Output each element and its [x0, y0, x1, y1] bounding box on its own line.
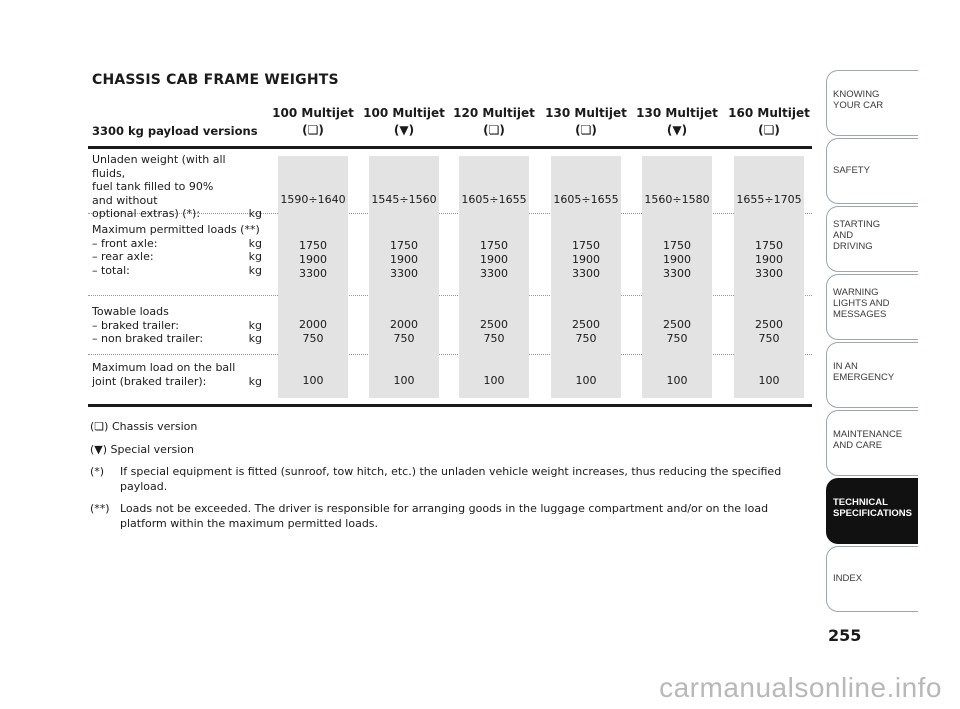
- label-line: – braked trailer:: [92, 318, 179, 332]
- footnote-text: If special equipment is fitted (sunroof, tow hitch, etc.) the unladen vehicle weight increases, thus reducing the specified payload.: [120, 465, 782, 493]
- value-total: 3300: [299, 267, 327, 280]
- engine-name: 130 Multijet: [545, 106, 627, 120]
- value-braked: 2500: [480, 318, 508, 331]
- sidebar-tab-warning-lights[interactable]: [826, 274, 918, 340]
- value-ball: 100: [758, 374, 780, 387]
- label-line: – total:: [92, 263, 130, 277]
- value-braked: 2000: [299, 318, 327, 331]
- version-symbol: (❏): [302, 123, 324, 137]
- footer-rule: [88, 404, 812, 407]
- value-braked: 2500: [755, 318, 783, 331]
- engine-name: 130 Multijet: [636, 106, 718, 120]
- sidebar-tab-label: DRIVING: [833, 241, 873, 252]
- sidebar-tab-maintenance-and-care[interactable]: [826, 410, 918, 476]
- column-header: [362, 105, 446, 139]
- sidebar-tab-label: MESSAGES: [833, 309, 887, 320]
- label-line: optional extras) (*):: [92, 207, 201, 220]
- label-line: Maximum load on the ball: [92, 361, 236, 374]
- sidebar-tab-label: WARNING: [833, 287, 879, 298]
- value-ball: 100: [393, 374, 415, 387]
- value-total: 3300: [480, 267, 508, 280]
- sidebar-tab-knowing-your-car[interactable]: [826, 70, 918, 136]
- engine-name: 100 Multijet: [272, 106, 354, 120]
- payload-label: 3300 kg payload versions: [92, 124, 258, 138]
- label-line: – non braked trailer:: [92, 332, 204, 345]
- version-symbol: (▼): [393, 123, 415, 137]
- value-total: 3300: [390, 267, 418, 280]
- value-unbraked: 750: [666, 332, 688, 345]
- value-unladen: 1560÷1580: [644, 193, 710, 206]
- label-line: joint (braked trailer):: [92, 374, 207, 388]
- label-line: Towable loads: [92, 305, 169, 318]
- value-front: 1750: [755, 239, 783, 252]
- value-total: 3300: [572, 267, 600, 280]
- value-unladen: 1545÷1560: [371, 193, 437, 206]
- sidebar-tab-technical-specifications[interactable]: [826, 478, 918, 544]
- value-unbraked: 750: [575, 332, 597, 345]
- footnote-symbol: (▼): [90, 442, 108, 456]
- column-header: [452, 105, 536, 139]
- footnote-symbol: (*): [90, 465, 105, 478]
- value-ball: 100: [666, 374, 688, 387]
- column-header: [635, 105, 719, 139]
- value-rear: 1900: [755, 253, 783, 266]
- value-unbraked: 750: [758, 332, 780, 345]
- label-line: Unladen weight (with all fluids,: [92, 153, 226, 180]
- version-symbol: (❏): [575, 123, 597, 137]
- version-symbol: (▼): [666, 123, 688, 137]
- value-braked: 2500: [572, 318, 600, 331]
- value-rear: 1900: [390, 253, 418, 266]
- unit-label: kg: [248, 207, 262, 220]
- value-unladen: 1590÷1640: [280, 193, 346, 206]
- sidebar-tab-in-an-emergency[interactable]: [826, 342, 918, 408]
- value-front: 1750: [572, 239, 600, 252]
- version-symbol: (❏): [483, 123, 505, 137]
- label-line: fuel tank filled to 90%: [92, 180, 214, 193]
- sidebar-tab-label: AND CARE: [833, 440, 883, 451]
- column-header: [271, 105, 355, 139]
- sidebar-tab-label: MAINTENANCE: [833, 429, 903, 440]
- sidebar-tab-label: STARTING: [833, 219, 881, 230]
- sidebar-tab-label: YOUR CAR: [833, 100, 884, 111]
- sidebar-tab-label: IN AN: [833, 361, 858, 372]
- sidebar-tab-starting-and-driving[interactable]: [826, 206, 918, 272]
- value-unbraked: 750: [393, 332, 415, 345]
- sidebar-tab-label: EMERGENCY: [833, 372, 895, 383]
- value-rear: 1900: [663, 253, 691, 266]
- label-line: – rear axle:: [92, 250, 154, 263]
- footnote: [90, 502, 802, 531]
- footnote-symbol: (**): [90, 502, 110, 515]
- label-line: Maximum permitted loads (**): [92, 223, 260, 236]
- footnote: [90, 465, 802, 494]
- footnote-text: Chassis version: [111, 420, 198, 433]
- unit-label: kg: [248, 263, 262, 277]
- sidebar-tab-label: SPECIFICATIONS: [833, 508, 912, 519]
- label-towable: [92, 305, 262, 346]
- sidebar-tab-index[interactable]: [826, 546, 918, 612]
- sidebar-tab-label: AND: [833, 230, 854, 241]
- unit-label: kg: [248, 250, 262, 263]
- footnotes: [90, 420, 802, 539]
- sidebar-tab-label: TECHNICAL: [833, 497, 888, 508]
- label-line: and without: [92, 193, 158, 207]
- footnote-text: Special version: [110, 442, 194, 456]
- value-front: 1750: [390, 239, 418, 252]
- value-ball: 100: [302, 374, 324, 387]
- value-rear: 1900: [572, 253, 600, 266]
- watermark: carmanualsonline.info: [659, 672, 942, 703]
- version-symbol: (❏): [758, 123, 780, 137]
- label-max-loads: [92, 223, 262, 277]
- unit-label: kg: [248, 236, 262, 250]
- value-ball: 100: [483, 374, 505, 387]
- value-front: 1750: [299, 239, 327, 252]
- sidebar-tab-label: LIGHTS AND: [833, 298, 890, 309]
- value-braked: 2000: [390, 318, 418, 331]
- page-title: CHASSIS CAB FRAME WEIGHTS: [92, 72, 339, 88]
- value-unladen: 1605÷1655: [461, 193, 527, 206]
- value-total: 3300: [663, 267, 691, 280]
- value-rear: 1900: [299, 253, 327, 266]
- header-rule: [88, 146, 812, 149]
- sidebar-tab-safety[interactable]: [826, 138, 918, 204]
- sidebar-tab-label: INDEX: [833, 573, 863, 584]
- value-unladen: 1655÷1705: [736, 193, 802, 206]
- column-header: [544, 105, 628, 139]
- value-front: 1750: [663, 239, 691, 252]
- engine-name: 100 Multijet: [363, 106, 445, 120]
- unit-label: kg: [248, 332, 262, 345]
- label-ball-joint: [92, 361, 262, 388]
- value-unladen: 1605÷1655: [553, 193, 619, 206]
- footnote: [90, 443, 802, 458]
- label-line: – front axle:: [92, 236, 158, 250]
- value-ball: 100: [575, 374, 597, 387]
- engine-name: 160 Multijet: [728, 106, 810, 120]
- label-unladen: [92, 153, 262, 221]
- value-unbraked: 750: [302, 332, 324, 345]
- sidebar-tab-label: KNOWING: [833, 89, 880, 100]
- sidebar-tab-label: SAFETY: [833, 165, 870, 176]
- value-unbraked: 750: [483, 332, 505, 345]
- footnote: [90, 420, 802, 435]
- value-total: 3300: [755, 267, 783, 280]
- engine-name: 120 Multijet: [453, 106, 535, 120]
- unit-label: kg: [248, 374, 262, 388]
- value-braked: 2500: [663, 318, 691, 331]
- footnote-symbol: (❏): [90, 420, 109, 433]
- column-header: [727, 105, 811, 139]
- footnote-text: Loads not be exceeded. The driver is responsible for arranging goods in the luggage compartment and/or on the load platform within the maximum permitted loads.: [120, 502, 769, 530]
- value-front: 1750: [480, 239, 508, 252]
- unit-label: kg: [248, 318, 262, 332]
- value-rear: 1900: [480, 253, 508, 266]
- page-number: 255: [828, 626, 862, 645]
